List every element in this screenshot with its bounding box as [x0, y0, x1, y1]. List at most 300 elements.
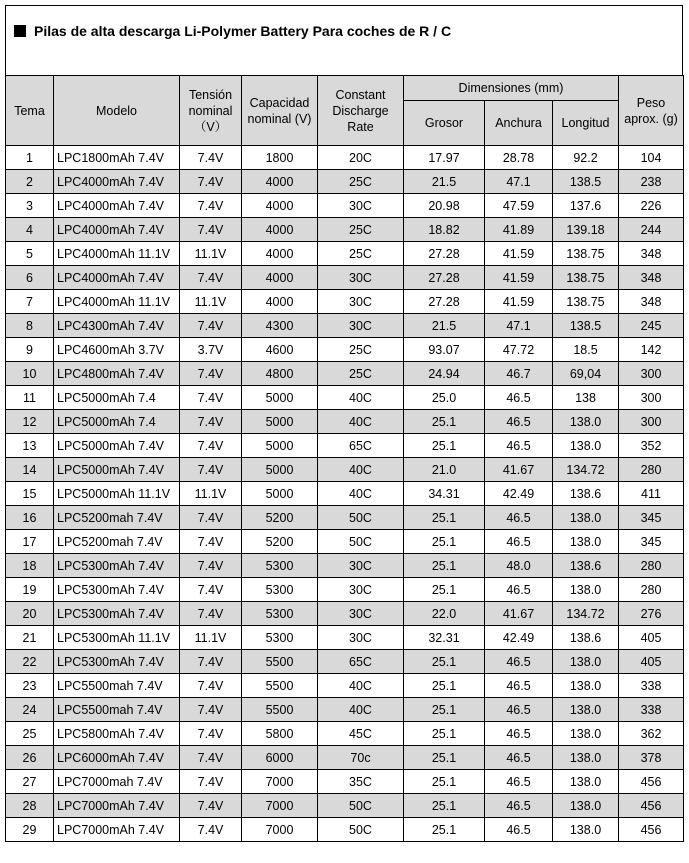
- capacidad-cell: 6000: [242, 746, 318, 770]
- tema-cell: 15: [6, 482, 54, 506]
- anchura-cell: 46.5: [485, 674, 553, 698]
- discharge-cell: 40C: [318, 410, 404, 434]
- longitud-cell: 138.5: [553, 314, 619, 338]
- capacidad-cell: 4600: [242, 338, 318, 362]
- tension-cell: 7.4V: [180, 314, 242, 338]
- capacidad-cell: 5800: [242, 722, 318, 746]
- tema-cell: 19: [6, 578, 54, 602]
- tema-cell: 14: [6, 458, 54, 482]
- discharge-cell: 40C: [318, 386, 404, 410]
- discharge-cell: 30C: [318, 266, 404, 290]
- tension-cell: 7.4V: [180, 410, 242, 434]
- tension-cell: 7.4V: [180, 650, 242, 674]
- peso-cell: 456: [619, 770, 684, 794]
- table-row: [6, 698, 684, 722]
- longitud-cell: 69,04: [553, 362, 619, 386]
- peso-cell: 226: [619, 194, 684, 218]
- modelo-cell: LPC1800mAh 7.4V: [54, 146, 180, 170]
- grosor-cell: 17.97: [404, 146, 485, 170]
- table-row: [6, 530, 684, 554]
- anchura-cell: 41.67: [485, 458, 553, 482]
- tension-cell: 7.4V: [180, 578, 242, 602]
- grosor-cell: 22.0: [404, 602, 485, 626]
- longitud-cell: 138: [553, 386, 619, 410]
- discharge-cell: 65C: [318, 650, 404, 674]
- grosor-cell: 25.1: [404, 722, 485, 746]
- anchura-cell: 28.78: [485, 146, 553, 170]
- longitud-cell: 138.0: [553, 674, 619, 698]
- longitud-cell: 138.6: [553, 554, 619, 578]
- modelo-cell: LPC5300mAh 7.4V: [54, 650, 180, 674]
- table-row: [6, 482, 684, 506]
- tema-cell: 8: [6, 314, 54, 338]
- grosor-cell: 25.1: [404, 506, 485, 530]
- tema-cell: 16: [6, 506, 54, 530]
- capacidad-cell: 5000: [242, 434, 318, 458]
- grosor-cell: 25.1: [404, 674, 485, 698]
- modelo-cell: LPC5000mAh 7.4V: [54, 434, 180, 458]
- grosor-cell: 18.82: [404, 218, 485, 242]
- table-row: [6, 338, 684, 362]
- anchura-cell: 46.5: [485, 410, 553, 434]
- discharge-cell: 30C: [318, 554, 404, 578]
- capacidad-cell: 5000: [242, 386, 318, 410]
- header-discharge: Constant Discharge Rate: [318, 76, 404, 146]
- table-row: [6, 794, 684, 818]
- tema-cell: 13: [6, 434, 54, 458]
- tension-cell: 7.4V: [180, 386, 242, 410]
- grosor-cell: 25.1: [404, 794, 485, 818]
- tema-cell: 2: [6, 170, 54, 194]
- table-row: [6, 626, 684, 650]
- anchura-cell: 48.0: [485, 554, 553, 578]
- peso-cell: 362: [619, 722, 684, 746]
- capacidad-cell: 1800: [242, 146, 318, 170]
- longitud-cell: 138.0: [553, 506, 619, 530]
- capacidad-cell: 4300: [242, 314, 318, 338]
- modelo-cell: LPC4000mAh 11.1V: [54, 242, 180, 266]
- grosor-cell: 21.0: [404, 458, 485, 482]
- anchura-cell: 42.49: [485, 482, 553, 506]
- table-row: [6, 578, 684, 602]
- table-row: [6, 194, 684, 218]
- grosor-cell: 25.1: [404, 650, 485, 674]
- longitud-cell: 138.0: [553, 650, 619, 674]
- table-row: [6, 362, 684, 386]
- anchura-cell: 46.5: [485, 794, 553, 818]
- longitud-cell: 137.6: [553, 194, 619, 218]
- peso-cell: 352: [619, 434, 684, 458]
- tension-cell: 7.4V: [180, 602, 242, 626]
- page-title-text: Pilas de alta descarga Li-Polymer Battery Para coches de R / C: [34, 23, 452, 39]
- peso-cell: 300: [619, 386, 684, 410]
- longitud-cell: 134.72: [553, 602, 619, 626]
- tema-cell: 17: [6, 530, 54, 554]
- tension-cell: 7.4V: [180, 698, 242, 722]
- tension-cell: 7.4V: [180, 194, 242, 218]
- peso-cell: 345: [619, 530, 684, 554]
- tension-cell: 7.4V: [180, 362, 242, 386]
- anchura-cell: 46.5: [485, 506, 553, 530]
- square-bullet-icon: [14, 25, 26, 37]
- longitud-cell: 138.0: [553, 434, 619, 458]
- capacidad-cell: 5500: [242, 674, 318, 698]
- modelo-cell: LPC6000mAh 7.4V: [54, 746, 180, 770]
- modelo-cell: LPC4000mAh 7.4V: [54, 266, 180, 290]
- discharge-cell: 45C: [318, 722, 404, 746]
- longitud-cell: 138.75: [553, 290, 619, 314]
- tension-cell: 11.1V: [180, 242, 242, 266]
- grosor-cell: 25.1: [404, 530, 485, 554]
- tema-cell: 4: [6, 218, 54, 242]
- tension-cell: 11.1V: [180, 290, 242, 314]
- table-row: [6, 314, 684, 338]
- modelo-cell: LPC5000mAh 7.4V: [54, 458, 180, 482]
- modelo-cell: LPC4000mAh 11.1V: [54, 290, 180, 314]
- modelo-cell: LPC5000mAh 7.4: [54, 410, 180, 434]
- table-row: [6, 242, 684, 266]
- discharge-cell: 30C: [318, 626, 404, 650]
- longitud-cell: 138.0: [553, 578, 619, 602]
- capacidad-cell: 4000: [242, 194, 318, 218]
- tension-cell: 7.4V: [180, 146, 242, 170]
- page-title: [14, 23, 451, 39]
- grosor-cell: 25.1: [404, 410, 485, 434]
- table-body: [6, 146, 684, 842]
- anchura-cell: 41.59: [485, 266, 553, 290]
- longitud-cell: 138.0: [553, 722, 619, 746]
- peso-cell: 238: [619, 170, 684, 194]
- grosor-cell: 20.98: [404, 194, 485, 218]
- discharge-cell: 25C: [318, 218, 404, 242]
- longitud-cell: 138.0: [553, 530, 619, 554]
- peso-cell: 300: [619, 410, 684, 434]
- peso-cell: 142: [619, 338, 684, 362]
- modelo-cell: LPC5500mah 7.4V: [54, 674, 180, 698]
- peso-cell: 280: [619, 578, 684, 602]
- anchura-cell: 42.49: [485, 626, 553, 650]
- tema-cell: 3: [6, 194, 54, 218]
- discharge-cell: 70c: [318, 746, 404, 770]
- tema-cell: 5: [6, 242, 54, 266]
- grosor-cell: 21.5: [404, 170, 485, 194]
- header-tema: Tema: [6, 76, 54, 146]
- tema-cell: 25: [6, 722, 54, 746]
- header-capacidad: Capacidad nominal (V): [242, 76, 318, 146]
- table-row: [6, 506, 684, 530]
- anchura-cell: 47.59: [485, 194, 553, 218]
- peso-cell: 411: [619, 482, 684, 506]
- capacidad-cell: 5200: [242, 530, 318, 554]
- table-row: [6, 170, 684, 194]
- table-row: [6, 650, 684, 674]
- tension-cell: 7.4V: [180, 170, 242, 194]
- tema-cell: 24: [6, 698, 54, 722]
- tema-cell: 1: [6, 146, 54, 170]
- table-row: [6, 602, 684, 626]
- anchura-cell: 46.5: [485, 698, 553, 722]
- peso-cell: 300: [619, 362, 684, 386]
- discharge-cell: 35C: [318, 770, 404, 794]
- grosor-cell: 34.31: [404, 482, 485, 506]
- modelo-cell: LPC4300mAh 7.4V: [54, 314, 180, 338]
- grosor-cell: 25.1: [404, 770, 485, 794]
- discharge-cell: 40C: [318, 458, 404, 482]
- capacidad-cell: 5500: [242, 698, 318, 722]
- longitud-cell: 138.6: [553, 482, 619, 506]
- discharge-cell: 50C: [318, 530, 404, 554]
- longitud-cell: 138.0: [553, 794, 619, 818]
- table-row: [6, 290, 684, 314]
- tema-cell: 7: [6, 290, 54, 314]
- tema-cell: 20: [6, 602, 54, 626]
- anchura-cell: 47.72: [485, 338, 553, 362]
- modelo-cell: LPC4800mAh 7.4V: [54, 362, 180, 386]
- peso-cell: 348: [619, 290, 684, 314]
- tension-cell: 7.4V: [180, 818, 242, 842]
- header-peso: Peso aprox. (g): [619, 76, 684, 146]
- anchura-cell: 41.67: [485, 602, 553, 626]
- tema-cell: 22: [6, 650, 54, 674]
- modelo-cell: LPC7000mAh 7.4V: [54, 818, 180, 842]
- tema-cell: 27: [6, 770, 54, 794]
- capacidad-cell: 4000: [242, 218, 318, 242]
- battery-spec-table: [5, 75, 684, 842]
- grosor-cell: 24.94: [404, 362, 485, 386]
- capacidad-cell: 5000: [242, 482, 318, 506]
- anchura-cell: 46.5: [485, 650, 553, 674]
- capacidad-cell: 5300: [242, 602, 318, 626]
- discharge-cell: 25C: [318, 242, 404, 266]
- tema-cell: 26: [6, 746, 54, 770]
- peso-cell: 456: [619, 794, 684, 818]
- table-row: [6, 770, 684, 794]
- modelo-cell: LPC4000mAh 7.4V: [54, 170, 180, 194]
- tension-cell: 7.4V: [180, 458, 242, 482]
- table-row: [6, 146, 684, 170]
- capacidad-cell: 7000: [242, 794, 318, 818]
- tension-cell: 7.4V: [180, 434, 242, 458]
- tema-cell: 9: [6, 338, 54, 362]
- discharge-cell: 30C: [318, 578, 404, 602]
- table-row: [6, 218, 684, 242]
- longitud-cell: 138.5: [553, 170, 619, 194]
- discharge-cell: 25C: [318, 170, 404, 194]
- grosor-cell: 25.1: [404, 434, 485, 458]
- tema-cell: 11: [6, 386, 54, 410]
- longitud-cell: 138.75: [553, 242, 619, 266]
- peso-cell: 456: [619, 818, 684, 842]
- header-anchura: Anchura: [485, 101, 553, 146]
- anchura-cell: 46.5: [485, 530, 553, 554]
- capacidad-cell: 5300: [242, 626, 318, 650]
- discharge-cell: 30C: [318, 194, 404, 218]
- header-tension: Tensión nominal （V）: [180, 76, 242, 146]
- tension-cell: 7.4V: [180, 554, 242, 578]
- peso-cell: 280: [619, 554, 684, 578]
- tema-cell: 12: [6, 410, 54, 434]
- table-row: [6, 410, 684, 434]
- table-row: [6, 722, 684, 746]
- header-dimensiones: Dimensiones (mm): [404, 76, 619, 101]
- peso-cell: 338: [619, 674, 684, 698]
- title-frame: [5, 5, 683, 75]
- modelo-cell: LPC5300mAh 7.4V: [54, 578, 180, 602]
- discharge-cell: 40C: [318, 674, 404, 698]
- peso-cell: 378: [619, 746, 684, 770]
- capacidad-cell: 5200: [242, 506, 318, 530]
- tension-cell: 7.4V: [180, 506, 242, 530]
- table-row: [6, 266, 684, 290]
- longitud-cell: 138.0: [553, 770, 619, 794]
- peso-cell: 345: [619, 506, 684, 530]
- tension-cell: 7.4V: [180, 722, 242, 746]
- tema-cell: 28: [6, 794, 54, 818]
- discharge-cell: 40C: [318, 482, 404, 506]
- tema-cell: 23: [6, 674, 54, 698]
- longitud-cell: 138.0: [553, 818, 619, 842]
- capacidad-cell: 4800: [242, 362, 318, 386]
- discharge-cell: 30C: [318, 602, 404, 626]
- tension-cell: 7.4V: [180, 770, 242, 794]
- anchura-cell: 41.59: [485, 242, 553, 266]
- anchura-cell: 41.59: [485, 290, 553, 314]
- capacidad-cell: 5000: [242, 458, 318, 482]
- anchura-cell: 46.5: [485, 722, 553, 746]
- tema-cell: 18: [6, 554, 54, 578]
- longitud-cell: 134.72: [553, 458, 619, 482]
- header-longitud: Longitud: [553, 101, 619, 146]
- discharge-cell: 30C: [318, 314, 404, 338]
- grosor-cell: 93.07: [404, 338, 485, 362]
- discharge-cell: 20C: [318, 146, 404, 170]
- peso-cell: 348: [619, 266, 684, 290]
- capacidad-cell: 5300: [242, 554, 318, 578]
- modelo-cell: LPC4000mAh 7.4V: [54, 194, 180, 218]
- longitud-cell: 92.2: [553, 146, 619, 170]
- table-row: [6, 674, 684, 698]
- tema-cell: 6: [6, 266, 54, 290]
- modelo-cell: LPC5800mAh 7.4V: [54, 722, 180, 746]
- peso-cell: 245: [619, 314, 684, 338]
- peso-cell: 276: [619, 602, 684, 626]
- discharge-cell: 50C: [318, 818, 404, 842]
- anchura-cell: 47.1: [485, 170, 553, 194]
- longitud-cell: 138.75: [553, 266, 619, 290]
- tension-cell: 7.4V: [180, 218, 242, 242]
- anchura-cell: 46.5: [485, 818, 553, 842]
- grosor-cell: 25.1: [404, 554, 485, 578]
- longitud-cell: 139.18: [553, 218, 619, 242]
- table-row: [6, 818, 684, 842]
- peso-cell: 280: [619, 458, 684, 482]
- modelo-cell: LPC5300mAh 11.1V: [54, 626, 180, 650]
- grosor-cell: 25.1: [404, 698, 485, 722]
- grosor-cell: 25.1: [404, 746, 485, 770]
- tension-cell: 7.4V: [180, 674, 242, 698]
- tension-cell: 7.4V: [180, 530, 242, 554]
- discharge-cell: 50C: [318, 506, 404, 530]
- modelo-cell: LPC5200mah 7.4V: [54, 506, 180, 530]
- capacidad-cell: 4000: [242, 266, 318, 290]
- peso-cell: 338: [619, 698, 684, 722]
- discharge-cell: 25C: [318, 338, 404, 362]
- peso-cell: 244: [619, 218, 684, 242]
- modelo-cell: LPC4000mAh 7.4V: [54, 218, 180, 242]
- modelo-cell: LPC7000mAh 7.4V: [54, 794, 180, 818]
- header-modelo: Modelo: [54, 76, 180, 146]
- capacidad-cell: 7000: [242, 770, 318, 794]
- tension-cell: 7.4V: [180, 266, 242, 290]
- capacidad-cell: 5500: [242, 650, 318, 674]
- peso-cell: 405: [619, 626, 684, 650]
- grosor-cell: 25.0: [404, 386, 485, 410]
- tension-cell: 3.7V: [180, 338, 242, 362]
- grosor-cell: 25.1: [404, 578, 485, 602]
- peso-cell: 405: [619, 650, 684, 674]
- tension-cell: 11.1V: [180, 626, 242, 650]
- modelo-cell: LPC4600mAh 3.7V: [54, 338, 180, 362]
- capacidad-cell: 4000: [242, 170, 318, 194]
- tension-cell: 11.1V: [180, 482, 242, 506]
- grosor-cell: 21.5: [404, 314, 485, 338]
- modelo-cell: LPC5300mAh 7.4V: [54, 554, 180, 578]
- tema-cell: 21: [6, 626, 54, 650]
- table-row: [6, 554, 684, 578]
- modelo-cell: LPC5000mAh 7.4: [54, 386, 180, 410]
- discharge-cell: 50C: [318, 794, 404, 818]
- anchura-cell: 46.5: [485, 386, 553, 410]
- discharge-cell: 40C: [318, 698, 404, 722]
- grosor-cell: 27.28: [404, 242, 485, 266]
- anchura-cell: 47.1: [485, 314, 553, 338]
- longitud-cell: 138.6: [553, 626, 619, 650]
- anchura-cell: 46.7: [485, 362, 553, 386]
- longitud-cell: 138.0: [553, 746, 619, 770]
- grosor-cell: 27.28: [404, 266, 485, 290]
- modelo-cell: LPC5500mah 7.4V: [54, 698, 180, 722]
- anchura-cell: 46.5: [485, 578, 553, 602]
- tension-cell: 7.4V: [180, 794, 242, 818]
- table-row: [6, 386, 684, 410]
- tema-cell: 29: [6, 818, 54, 842]
- peso-cell: 348: [619, 242, 684, 266]
- modelo-cell: LPC5200mah 7.4V: [54, 530, 180, 554]
- tema-cell: 10: [6, 362, 54, 386]
- table-row: [6, 434, 684, 458]
- tension-cell: 7.4V: [180, 746, 242, 770]
- anchura-cell: 46.5: [485, 746, 553, 770]
- anchura-cell: 46.5: [485, 434, 553, 458]
- capacidad-cell: 4000: [242, 242, 318, 266]
- discharge-cell: 65C: [318, 434, 404, 458]
- grosor-cell: 27.28: [404, 290, 485, 314]
- discharge-cell: 30C: [318, 290, 404, 314]
- capacidad-cell: 7000: [242, 818, 318, 842]
- header-grosor: Grosor: [404, 101, 485, 146]
- table-row: [6, 746, 684, 770]
- modelo-cell: LPC7000mah 7.4V: [54, 770, 180, 794]
- discharge-cell: 25C: [318, 362, 404, 386]
- anchura-cell: 41.89: [485, 218, 553, 242]
- peso-cell: 104: [619, 146, 684, 170]
- capacidad-cell: 5000: [242, 410, 318, 434]
- table-row: [6, 458, 684, 482]
- grosor-cell: 25.1: [404, 818, 485, 842]
- modelo-cell: LPC5000mAh 11.1V: [54, 482, 180, 506]
- modelo-cell: LPC5300mAh 7.4V: [54, 602, 180, 626]
- longitud-cell: 18.5: [553, 338, 619, 362]
